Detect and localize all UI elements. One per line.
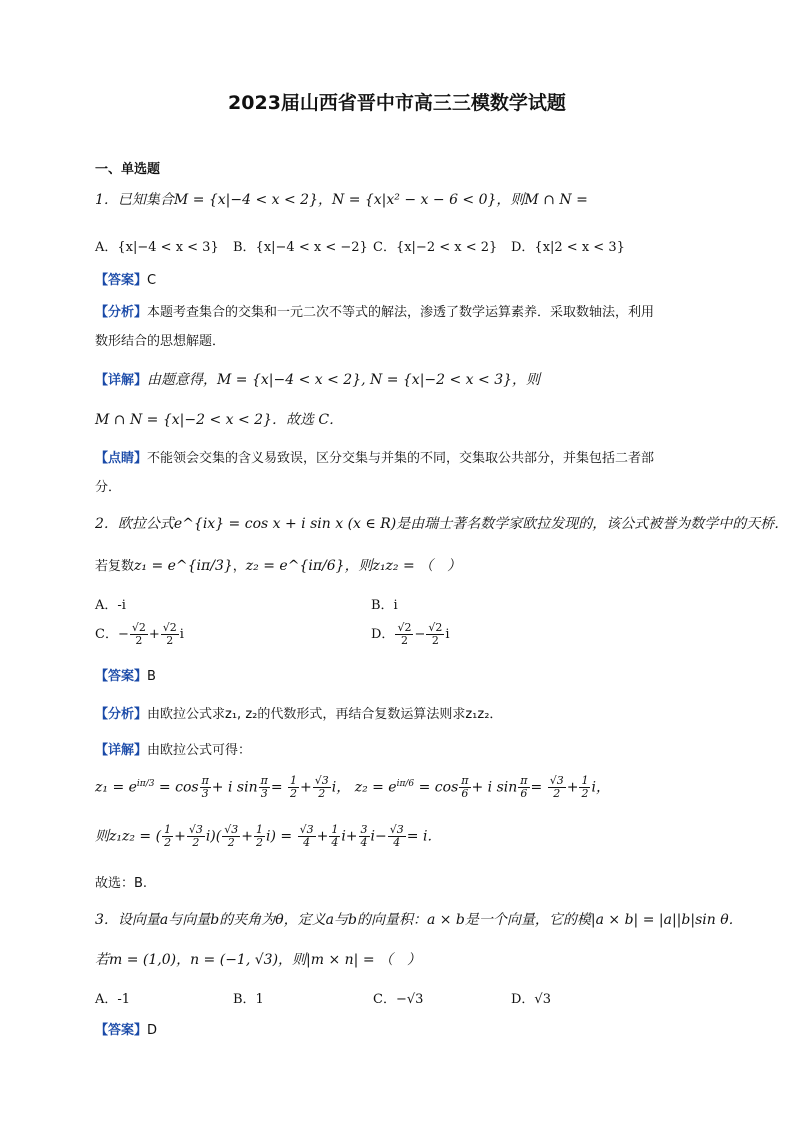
q1-answer-value: C [147,273,157,288]
q1-options [95,236,625,255]
q2-stem-prefix: 若复数 [95,559,135,574]
q2-detail [95,740,251,761]
section-heading: 一、单选题 [95,162,161,177]
q2-stem-cont [95,556,461,577]
q2-comma: ， [232,559,246,574]
q2-stem: 2．欧拉公式e^{ix} = cos x + i sin x (x ∈ R)是由瑞士著名数学家欧拉发现的，该公式被誉为数学中的天桥． [95,516,789,532]
q1-detail [95,370,540,391]
fraction: $\frac{\pi}{6}$ [461,774,469,801]
q1-analysis-cont: 数形结合的思想解题． [95,334,226,349]
q3-option-c: C．−√3 [373,992,424,1007]
q1-comment-text: 不能领会交集的含义易致误，区分交集与并集的不同，交集取公共部分，并集包括二者部 [147,451,655,466]
page-title: 2023届山西省晋中市高三三模数学试题 [228,92,566,114]
q1-comment [95,448,654,469]
fraction: $\frac{√3}{4}$ [389,823,404,849]
q3-options [95,988,551,1007]
q1-detail-text: 由题意得，M = {x|−4 < x < 2}, N = {x|−2 < x < 3}，则 [147,372,541,388]
q3-option-d: D．√3 [511,992,551,1007]
q2-detail-formula-1: $z_1 = e^{i\pi/3} = \cos$ $\frac{\pi}{3}$ + i sin $\frac{\pi}{3}$ = $\frac{1}{2}$ + $\frac{√3}{2}$ i， $z_2 = e^{i\pi/6} = \cos$ $\frac{\pi}{6}$ + i sin $\frac{\pi}{6}$ = $\frac{√3}{2}$ + $\frac{1}{2}$ i， [95,774,610,801]
analysis-tag: 【分析】 [95,305,148,320]
q1-detail-cont: M ∩ N = {x|−2 < x < 2}．故选 C． [95,412,344,428]
fraction: $\frac{1}{2}$ [581,774,589,801]
q1-analysis-text: 本题考查集合的交集和一元二次不等式的解法，渗透了数学运算素养．采取数轴法，利用 [147,305,655,320]
fraction: $\frac{\pi}{3}$ [201,774,209,801]
q2-option-c: C．− $\frac{√2}{2}$ + $\frac{√2}{2}$ i [95,621,184,647]
fraction: $\frac{√2}{2}$ [428,621,443,647]
analysis-tag: 【分析】 [95,707,148,722]
q1-analysis [95,302,654,323]
fraction: $\frac{1}{2}$ [164,823,172,849]
q3-option-b: B．1 [233,992,264,1007]
fraction: $\frac{\pi}{6}$ [520,774,528,801]
q2-options-row2 [95,622,450,647]
q2-option-d-label: D． [371,627,395,642]
fraction: $\frac{√3}{2}$ [188,823,203,849]
q2-option-d: D． $\frac{√2}{2}$ − $\frac{√2}{2}$ i [371,621,450,647]
fraction: $\frac{1}{4}$ [331,823,339,849]
fraction: $\frac{√2}{2}$ [397,621,412,647]
q3-stem: 3．设向量a与向量b的夹角为θ，定义a与b的向量积：a × b是一个向量，它的模|a × b| = |a||b|sin θ． [95,912,743,928]
q2-options-row1 [95,594,398,613]
detail-tag: 【详解】 [95,373,148,388]
q3-stem-cont: 若m = (1,0)，n = (−1, √3)，则|m × n| = （ ） [95,952,422,968]
q1-stem: 1．已知集合M = {x|−4 < x < 2}，N = {x|x² − x − 6 < 0}，则M ∩ N = [95,192,588,208]
q3-option-a: A．-1 [95,992,131,1007]
q2-detail-formula-2: 则z₁z₂ = ( $\frac{1}{2}$ + $\frac{√3}{2}$ i)( $\frac{√3}{2}$ + $\frac{1}{2}$ i) = $\frac{√3}{4}$ + $\frac{1}{4}$ i+ $\frac{3}{4}$ i− $\frac{√3}{4}$ = i． [95,823,442,849]
q1-comment-cont: 分． [95,480,122,495]
comment-tag: 【点睛】 [95,451,148,466]
q2-stem-suffix: ，则z₁z₂ = （ ） [344,558,462,574]
q2-answer [95,666,156,687]
fraction: $\frac{1}{2}$ [255,823,263,849]
q3-answer-value: D [147,1023,158,1038]
q1-option-a: A．{x|−4 < x < 3} [95,240,219,255]
q1-option-d: D．{x|2 < x < 3} [511,240,625,255]
fraction: $\frac{√3}{2}$ [314,774,329,801]
fraction: $\frac{√3}{2}$ [549,774,564,801]
q2-option-c-label: C． [95,627,118,642]
answer-tag: 【答案】 [95,273,148,288]
q2-analysis [95,704,502,725]
fraction: $\frac{√2}{2}$ [162,621,177,647]
fraction: $\frac{√3}{2}$ [224,823,239,849]
fraction: $\frac{√2}{2}$ [131,621,146,647]
fraction: $\frac{1}{2}$ [290,774,298,801]
answer-tag: 【答案】 [95,1023,148,1038]
q2-z1: z₁ = e^{iπ/3} [134,558,233,574]
q1-answer [95,270,156,291]
q2-detail-text: 由欧拉公式可得： [147,743,252,758]
q2-conclusion: 故选：B. [95,876,148,891]
fraction: $\frac{3}{4}$ [360,823,368,849]
q2-analysis-text: 由欧拉公式求z₁, z₂的代数形式，再结合复数运算法则求z₁z₂． [147,707,503,722]
q3-answer [95,1020,157,1041]
q2-answer-value: B [147,669,156,684]
q1-option-b: B．{x|−4 < x < −2} [233,240,368,255]
fraction: $\frac{√3}{4}$ [299,823,314,849]
q2-option-b: B．i [371,598,398,613]
q2-z2: z₂ = e^{iπ/6} [245,558,345,574]
fraction: $\frac{\pi}{3}$ [260,774,268,801]
q1-option-c: C．{x|−2 < x < 2} [373,240,498,255]
q2-option-a: A．-i [95,598,126,613]
answer-tag: 【答案】 [95,669,148,684]
detail-tag: 【详解】 [95,743,148,758]
